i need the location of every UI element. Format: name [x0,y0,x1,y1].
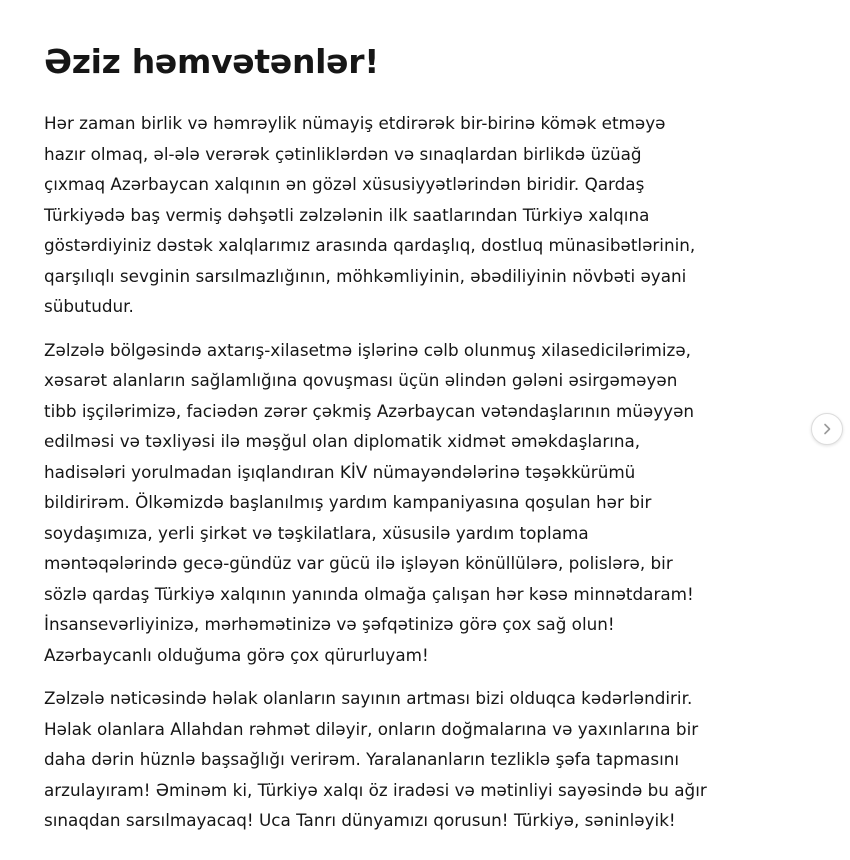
paragraph-line: hadisələri yorulmadan işıqlandıran KİV nümayəndələrinə təşəkkürümü [44,461,636,482]
paragraph-line: çıxmaq Azərbaycan xalqının ən gözəl xüsusiyyətlərindən biridir. Qardaş [44,174,645,194]
paragraph-line: hazır olmaq, əl-ələ verərək çətinliklərdən və sınaqlardan birlikdə üzüağ [44,143,642,164]
paragraph-line: Həlak olanlara Allahdan rəhmət diləyir, onların doğmalarına və yaxınlarına bir [44,718,699,739]
paragraph-line: Hər zaman birlik və həmrəylik nümayiş etdirərək bir-birinə kömək etməyə [44,113,666,133]
paragraph-line: İnsansevərliyinizə, mərhəmətinizə və şəfqətinizə görə çox sağ olun! [44,614,615,634]
paragraph-line: Zəlzələ nəticəsində həlak olanların sayının artması bizi olduqca kədərləndirir. [44,688,693,708]
paragraph-line: sınaqdan sarsılmayacaq! Uca Tanrı dünyamızı qorusun! Türkiyə, səninləyik! [44,810,676,830]
paragraph-line: daha dərin hüznlə başsağlığı verirəm. Yaralananların tezliklə şəfa tapmasını [44,749,680,769]
paragraph-line: məntəqələrində gecə-gündüz var gücü ilə işləyən könüllülərə, polislərə, bir [44,553,673,573]
chevron-right-icon [820,422,834,436]
paragraph-1 [44,108,819,322]
paragraph-line: soydaşımıza, yerli şirkət və təşkilatlara, xüsusilə yardım toplama [44,522,589,543]
paragraph-line: edilməsi və təxliyəsi ilə məşğul olan diplomatik xidmət əməkdaşlarına, [44,431,641,451]
next-slide-button[interactable] [811,413,843,445]
paragraph-line: sübutudur. [44,296,134,316]
paragraph-3 [44,683,819,836]
paragraph-line: Zəlzələ bölgəsində axtarış-xilasetmə işlərinə cəlb olunmuş xilasedicilərimizə, [44,339,692,360]
paragraph-line: qarşılıqlı sevginin sarsılmazlığının, möhkəmliyinin, əbədiliyinin növbəti əyani [44,265,687,286]
document [44,40,819,849]
paragraph-line: xəsarət alanların sağlamlığına qovuşması üçün əlindən gələni əsirgəməyən [44,370,678,390]
paragraph-line: Türkiyədə baş vermiş dəhşətli zəlzələnin ilk saatlarından Türkiyə xalqına [44,204,650,225]
paragraph-line: göstərdiyiniz dəstək xalqlarımız arasında qardaşlıq, dostluq münasibətlərinin, [44,235,696,255]
page-title: Əziz həmvətənlər! [44,42,379,81]
paragraph-line: bildirirəm. Ölkəmizdə başlanılmış yardım kampaniyasına qoşulan hər bir [44,492,652,512]
paragraph-line: tibb işçilərimizə, faciədən zərər çəkmiş Azərbaycan vətəndaşlarının müəyyən [44,400,695,421]
paragraph-line: Azərbaycanlı olduğuma görə çox qürurluyam! [44,644,429,665]
paragraph-2 [44,335,819,671]
paragraph-line: arzulayıram! Əminəm ki, Türkiyə xalqı öz iradəsi və mətinliyi sayəsində bu ağır [44,779,707,800]
paragraph-line: sözlə qardaş Türkiyə xalqının yanında olmağa çalışan hər kəsə minnətdaram! [44,583,694,604]
